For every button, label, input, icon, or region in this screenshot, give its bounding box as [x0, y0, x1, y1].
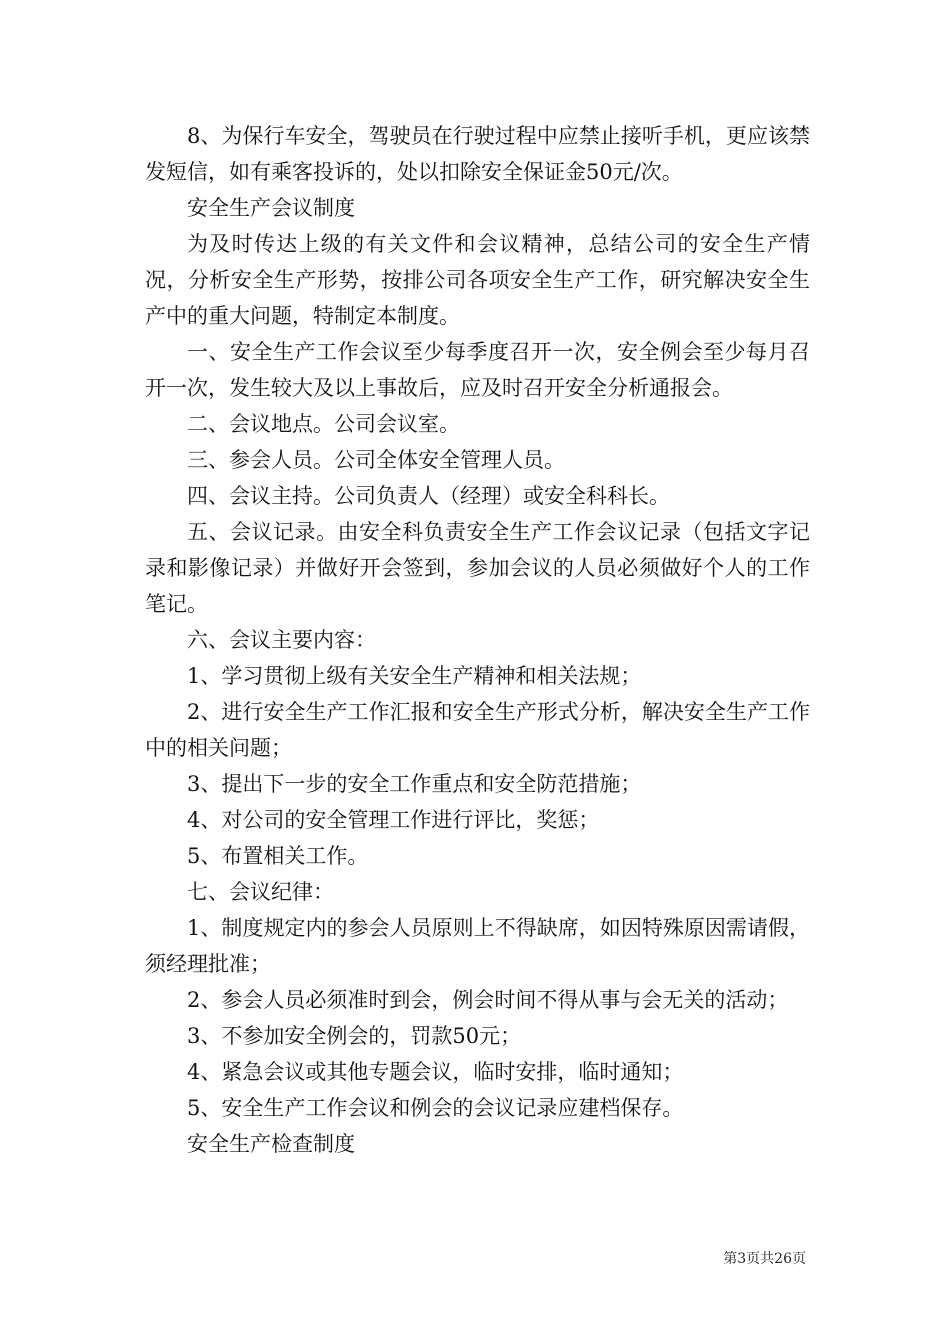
list-item-content-2: 2、进行安全生产工作汇报和安全生产形式分析，解决安全生产工作中的相关问题； [145, 700, 810, 760]
list-item-content-5: 5、布置相关工作。 [187, 844, 369, 868]
paragraph-clause-5: 五、会议记录。由安全科负责安全生产工作会议记录（包括文字记录和影像记录）并做好开会签到，参加会议的人员必须做好个人的工作笔记。 [145, 520, 810, 616]
paragraph-clause-4: 四、会议主持。公司负责人（经理）或安全科科长。 [187, 484, 670, 508]
section-heading-meeting-system: 安全生产会议制度 [187, 196, 355, 220]
paragraph-clause-3: 三、参会人员。公司全体安全管理人员。 [187, 448, 565, 472]
document-body [145, 118, 810, 1162]
list-item-content-3: 3、提出下一步的安全工作重点和安全防范措施； [187, 772, 642, 796]
paragraph-clause-7: 七、会议纪律： [187, 880, 334, 904]
list-item-content-4: 4、对公司的安全管理工作进行评比，奖惩； [187, 808, 600, 832]
list-item-discipline-5: 5、安全生产工作会议和例会的会议记录应建档保存。 [187, 1096, 684, 1120]
list-item-content-1: 1、学习贯彻上级有关安全生产精神和相关法规； [187, 664, 642, 688]
list-item-discipline-4: 4、紧急会议或其他专题会议，临时安排，临时通知； [187, 1060, 684, 1084]
list-item-discipline-1: 1、制度规定内的参会人员原则上不得缺席，如因特殊原因需请假，须经理批准； [145, 916, 810, 976]
paragraph-clause-2: 二、会议地点。公司会议室。 [187, 412, 460, 436]
paragraph-clause-1: 一、安全生产工作会议至少每季度召开一次，安全例会至少每月召开一次，发生较大及以上事故后，应及时召开安全分析通报会。 [145, 340, 810, 400]
list-item-discipline-3: 3、不参加安全例会的，罚款50元； [187, 1024, 522, 1048]
paragraph-item-8: 8、为保行车安全，驾驶员在行驶过程中应禁止接听手机，更应该禁发短信，如有乘客投诉的，处以扣除安全保证金50元/次。 [145, 124, 810, 184]
paragraph-clause-6: 六、会议主要内容： [187, 628, 376, 652]
paragraph-intro: 为及时传达上级的有关文件和会议精神，总结公司的安全生产情况，分析安全生产形势，按排公司各项安全生产工作，研究解决安全生产中的重大问题，特制定本制度。 [145, 232, 810, 328]
section-heading-inspection-system: 安全生产检查制度 [187, 1132, 355, 1156]
list-item-discipline-2: 2、参会人员必须准时到会，例会时间不得从事与会无关的活动； [187, 988, 789, 1012]
page-number: 第3页共26页 [723, 1251, 806, 1267]
